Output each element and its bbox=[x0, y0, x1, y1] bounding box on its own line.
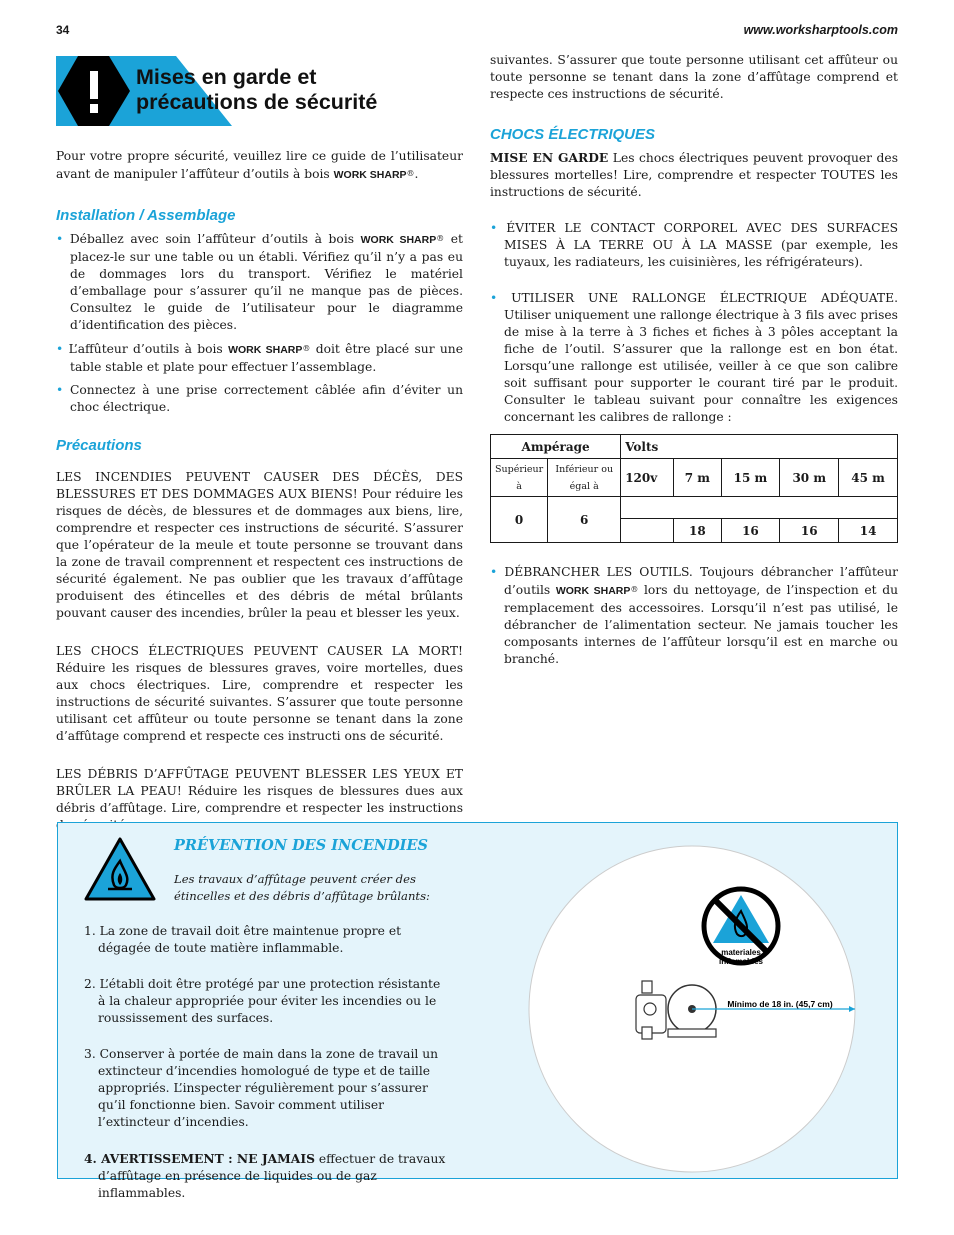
installation-item: • Connectez à une prise correctement câblée afin d’éviter un choc électrique. bbox=[56, 383, 463, 414]
precautions-heading: Précautions bbox=[56, 437, 142, 454]
installation-item: • Déballez avec soin l’affûteur d’outils à bois WORK SHARP® et placez-le sur une table ou un établi. Vérifiez qu’il n’y a pas eu de dommages lors du transport. Vérifiez le matériel d’emballage pour s’assurer qu’il ne manque pas de pièces. Consultez le guide de l’utilisateur pour le diagramme d’identification des pièces. bbox=[56, 232, 463, 332]
table-row bbox=[491, 459, 898, 497]
left-column bbox=[56, 148, 463, 834]
superior-header: Supérieur à bbox=[491, 459, 548, 497]
fire-warning-icon bbox=[84, 837, 156, 901]
no-flammables-icon bbox=[704, 889, 778, 966]
voltage-cell: 120v bbox=[621, 459, 674, 497]
length-cell: 7 m bbox=[674, 459, 721, 497]
amp-min-cell: 0 bbox=[491, 497, 548, 543]
materials-label-line2: inflamables bbox=[718, 957, 764, 966]
electric-item: • ÉVITER LE CONTACT CORPOREL AVEC DES SURFACES MISES À LA TERRE OU À LA MASSE (par exemple, les tuyaux, les radiateurs, les cuisinières, les réfrigérateurs). bbox=[490, 221, 898, 269]
debris-precaution-paragraph: LES DÉBRIS D’AFFÛTAGE PEUVENT BLESSER LES YEUX ET BRÛLER LA PEAU! Réduire les risques de blessures dues aux débris d’affûtage. Lire, comprendre et respecter les instructions bbox=[56, 767, 463, 815]
electric-precaution-paragraph: LES CHOCS ÉLECTRIQUES PEUVENT CAUSER LA MORT! Réduire les risques de blessures graves, voire mortelles, dues aux chocs électriques. Lire, comprendre et respecter les instructions de sécurité suivantes. S’assurer que toute personne utilisant cet affûteur ou toute personne se tenant dans la zone d’affûtage comprend et respecte ces instructi ons de sécurité. bbox=[56, 644, 463, 743]
list-item: 3. Conserver à portée de main dans la zone de travail un extincteur d’incendies homologué de type et de taille appropriés. L’inspecter régulièrement pour s’assurer qu’il fonctionne bien. Savoir comment utiliser l’extincteur d’incendies. bbox=[84, 1047, 439, 1129]
table-spacer bbox=[621, 497, 898, 519]
length-cell: 15 m bbox=[721, 459, 780, 497]
installation-item: • L’affûteur d’outils à bois WORK SHARP® doit être placé sur une table stable et plate pour effectuer l’assemblage. bbox=[56, 342, 464, 374]
page-number: 34 bbox=[56, 23, 70, 37]
list-item: 2. L’établi doit être protégé par une protection résistante à la chaleur appropriée pour éviter les incendies ou le roussissement des surfaces. bbox=[84, 977, 441, 1025]
amp-max-cell: 6 bbox=[548, 497, 621, 543]
installation-heading: Installation / Assemblage bbox=[56, 207, 236, 224]
volts-header: Volts bbox=[621, 435, 898, 459]
materials-label-line1: materiales bbox=[721, 948, 761, 957]
fire-list bbox=[84, 923, 450, 1221]
gauge-cell: 18 bbox=[674, 519, 721, 543]
fire-precaution-paragraph: LES INCENDIES PEUVENT CAUSER DES DÉCÈS, DES BLESSURES ET DES DOMMAGES AUX BIENS! Pour réduire les risques de décès, de blessures et de dommages aux biens, lire, comprendre et respecter ces instructions de sécurité. S’assurer que l’opérateur de la meule et toute personne se trouvant dans la zone de travail comprennent et respectent ces instructions de sécurité également. Ne pas oublier que les travaux d’affûtage produisent des étincelles et des débris de métal brûlants pouvant causer des incendies, brûler la peau et blesser les yeux. bbox=[56, 470, 463, 620]
debris-precaution-continued: suivantes. S’assurer que toute personne utilisant cet affûteur ou toute personne se tenant dans la zone d’affûtage comprend et respecte ces instructions de sécurité. bbox=[490, 53, 898, 101]
gauge-cell: 16 bbox=[780, 519, 839, 543]
gauge-cell: 14 bbox=[839, 519, 898, 543]
fire-prevention-heading: PRÉVENTION DES INCENDIES bbox=[174, 837, 428, 854]
list-item: 1. La zone de travail doit être maintenue propre et dégagée de toute matière inflammable. bbox=[84, 924, 402, 955]
length-cell: 30 m bbox=[780, 459, 839, 497]
amperage-header: Ampérage bbox=[491, 435, 621, 459]
table-empty-cell bbox=[621, 519, 674, 543]
electric-item: • DÉBRANCHER LES OUTILS. Toujours débrancher l’affûteur d’outils WORK SHARP® lors du nettoyage, de l’inspection et du remplacement des accessoires. Lorsqu’il n’est pas utilisé, le débrancher de l’alimentation secteur. Ne jamais toucher les composants internes de l’affûteur lorsqu’il est en marche ou branché. bbox=[490, 565, 898, 666]
website-url[interactable]: www.worksharptools.com bbox=[743, 23, 898, 37]
electric-item: • UTILISER UNE RALLONGE ÉLECTRIQUE ADÉQUATE. Utiliser uniquement une rallonge électrique à 3 fils avec prises de mise à la terre à 3 fiches et fiches à 3 pôles acceptant la fiche de l’outil. S’assurer que la rallonge est en bon état. Lorsqu’une rallonge est utilisée, veiller à ce que son calibre soit suffisant pour supporter le courant tiré par le produit. Consulter le tableau suivant pour connaître les exigences concernant les calibres de rallonge : bbox=[490, 291, 898, 424]
inferior-header: Inférieur ou égal à bbox=[548, 459, 621, 497]
distance-label: Mínimo de 18 in. (45,7 cm) bbox=[727, 999, 833, 1009]
list-item: 4. AVERTISSEMENT : NE JAMAIS effectuer de travaux d’affûtage en présence de liquides ou de gaz inflammables. bbox=[84, 1151, 446, 1200]
exclamation-icon bbox=[56, 56, 132, 126]
page-title: Mises en garde et précautions de sécurité bbox=[136, 65, 378, 114]
right-column-bottom bbox=[490, 564, 898, 668]
warning-banner bbox=[56, 56, 466, 126]
length-cell: 45 m bbox=[839, 459, 898, 497]
fire-prevention-box bbox=[57, 822, 898, 1200]
table-row bbox=[491, 435, 898, 459]
intro-paragraph: Pour votre propre sécurité, veuillez lire ce guide de l’utilisateur avant de manipuler l’affûteur d’outils à bois WORK SHARP®. bbox=[56, 149, 463, 181]
right-column bbox=[490, 52, 898, 426]
clearance-diagram bbox=[518, 833, 858, 1173]
electric-heading: CHOCS ÉLECTRIQUES bbox=[490, 126, 656, 143]
electric-warning: MISE EN GARDE Les chocs électriques peuvent provoquer des blessures mortelles! Lire, comprendre et respecter TOUTES les instructions de sécurité. bbox=[490, 150, 899, 199]
extension-cord-table bbox=[490, 434, 898, 543]
fire-intro: Les travaux d’affûtage peuvent créer des étincelles et des débris d’affûtage brûlants: bbox=[174, 872, 430, 903]
gauge-cell: 16 bbox=[721, 519, 780, 543]
table-row bbox=[491, 497, 898, 519]
